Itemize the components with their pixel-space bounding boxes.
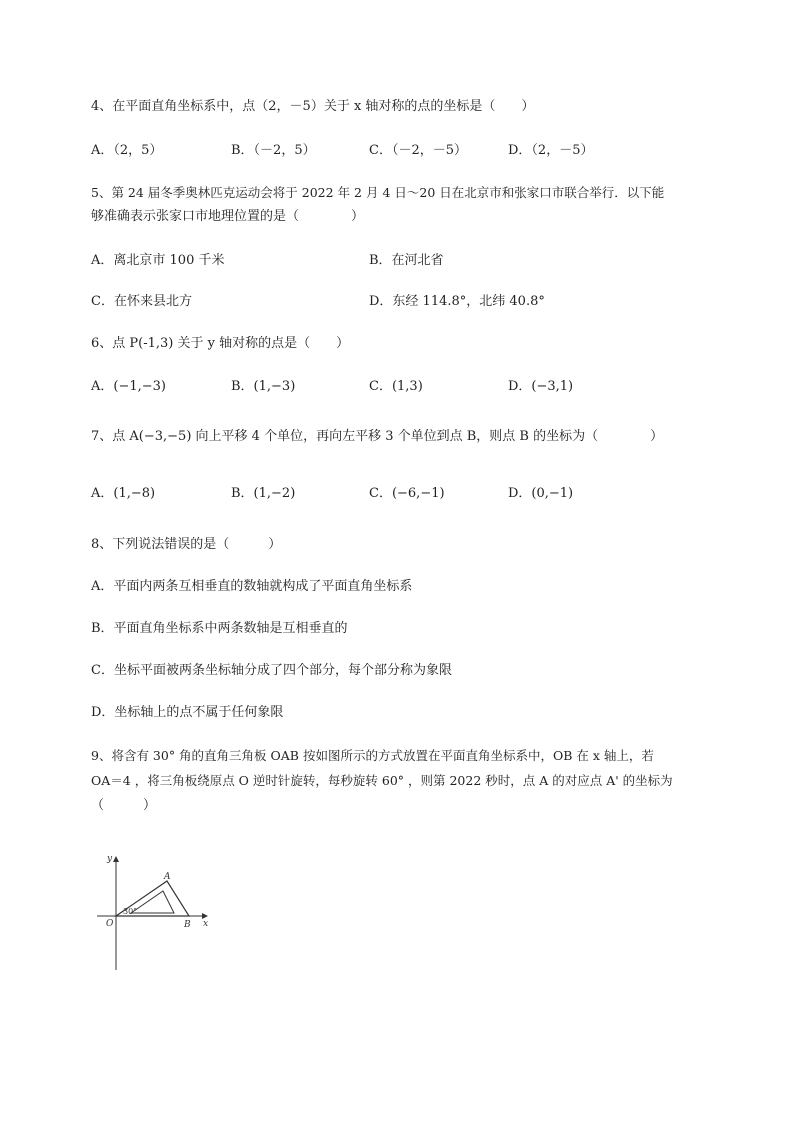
q6-option-d: D．(−3,1) (508, 379, 574, 394)
question-9-stem-line1: 9、将含有 30° 角的直角三角板 OAB 按如图所示的方式放置在平面直角坐标系中，OB 在 x 轴上，若 (91, 748, 654, 763)
q5-option-c: C．在怀来县北方 (91, 294, 192, 309)
point-a-label: A (164, 872, 171, 882)
point-b-label: B (184, 920, 191, 930)
q8-option-c: C．坐标平面被两条坐标轴分成了四个部分，每个部分称为象限 (91, 663, 452, 678)
question-5-stem-line2: 够准确表示张家口市地理位置的是（ ） (91, 209, 365, 224)
q5-option-b: B．在河北省 (369, 253, 444, 268)
x-axis-label: x (203, 919, 209, 929)
y-axis-label: y (107, 854, 113, 864)
q7-option-b: B．(1,−2) (231, 486, 296, 501)
q4-option-b: B．（－2，5） (231, 143, 316, 158)
question-4-stem: 4、在平面直角坐标系中，点（2，－5）关于 x 轴对称的点的坐标是（ ） (91, 99, 535, 114)
angle-label: 30° (123, 907, 138, 916)
question-9-stem-line3: （ ） (91, 798, 157, 813)
q7-option-a: A．(1,−8) (91, 486, 156, 501)
q6-option-b: B．(1,−3) (231, 379, 296, 394)
question-8-stem: 8、下列说法错误的是（ ） (91, 537, 282, 552)
question-5-stem-line1: 5、第 24 届冬季奥林匹克运动会将于 2022 年 2 月 4 日～20 日在北京市和张家口市联合举行．以下能 (91, 185, 665, 200)
q8-option-a: A．平面内两条互相垂直的数轴就构成了平面直角坐标系 (91, 579, 413, 594)
q6-option-a: A．(−1,−3) (91, 379, 166, 394)
q8-option-b: B．平面直角坐标系中两条数轴是互相垂直的 (91, 621, 348, 636)
q5-option-a: A．离北京市 100 千米 (91, 253, 225, 268)
q6-option-c: C．(1,3) (369, 379, 423, 394)
question-6-stem: 6、点 P(-1,3) 关于 y 轴对称的点是（ ） (91, 336, 350, 351)
q9-figure (85, 845, 225, 975)
q7-option-c: C．(−6,−1) (369, 486, 445, 501)
question-7-stem: 7、点 A(−3,−5) 向上平移 4 个单位，再向左平移 3 个单位到点 B，则点 B 的坐标为（ ） (91, 429, 664, 444)
q4-option-a: A．（2，5） (91, 143, 163, 158)
question-9-stem-line2: OA＝4 ，将三角板绕原点 O 逆时针旋转，每秒旋转 60° ，则第 2022 秒时，点 A 的对应点 A' 的坐标为 (91, 773, 673, 788)
q4-option-c: C．（－2，－5） (369, 143, 467, 158)
q8-option-d: D．坐标轴上的点不属于任何象限 (91, 705, 284, 720)
q4-option-d: D．（2，－5） (508, 143, 594, 158)
q7-option-d: D．(0,−1) (508, 486, 574, 501)
q5-option-d: D．东经 114.8°，北纬 40.8° (369, 294, 545, 309)
coordinate-figure (85, 845, 225, 975)
origin-label: O (106, 919, 114, 929)
